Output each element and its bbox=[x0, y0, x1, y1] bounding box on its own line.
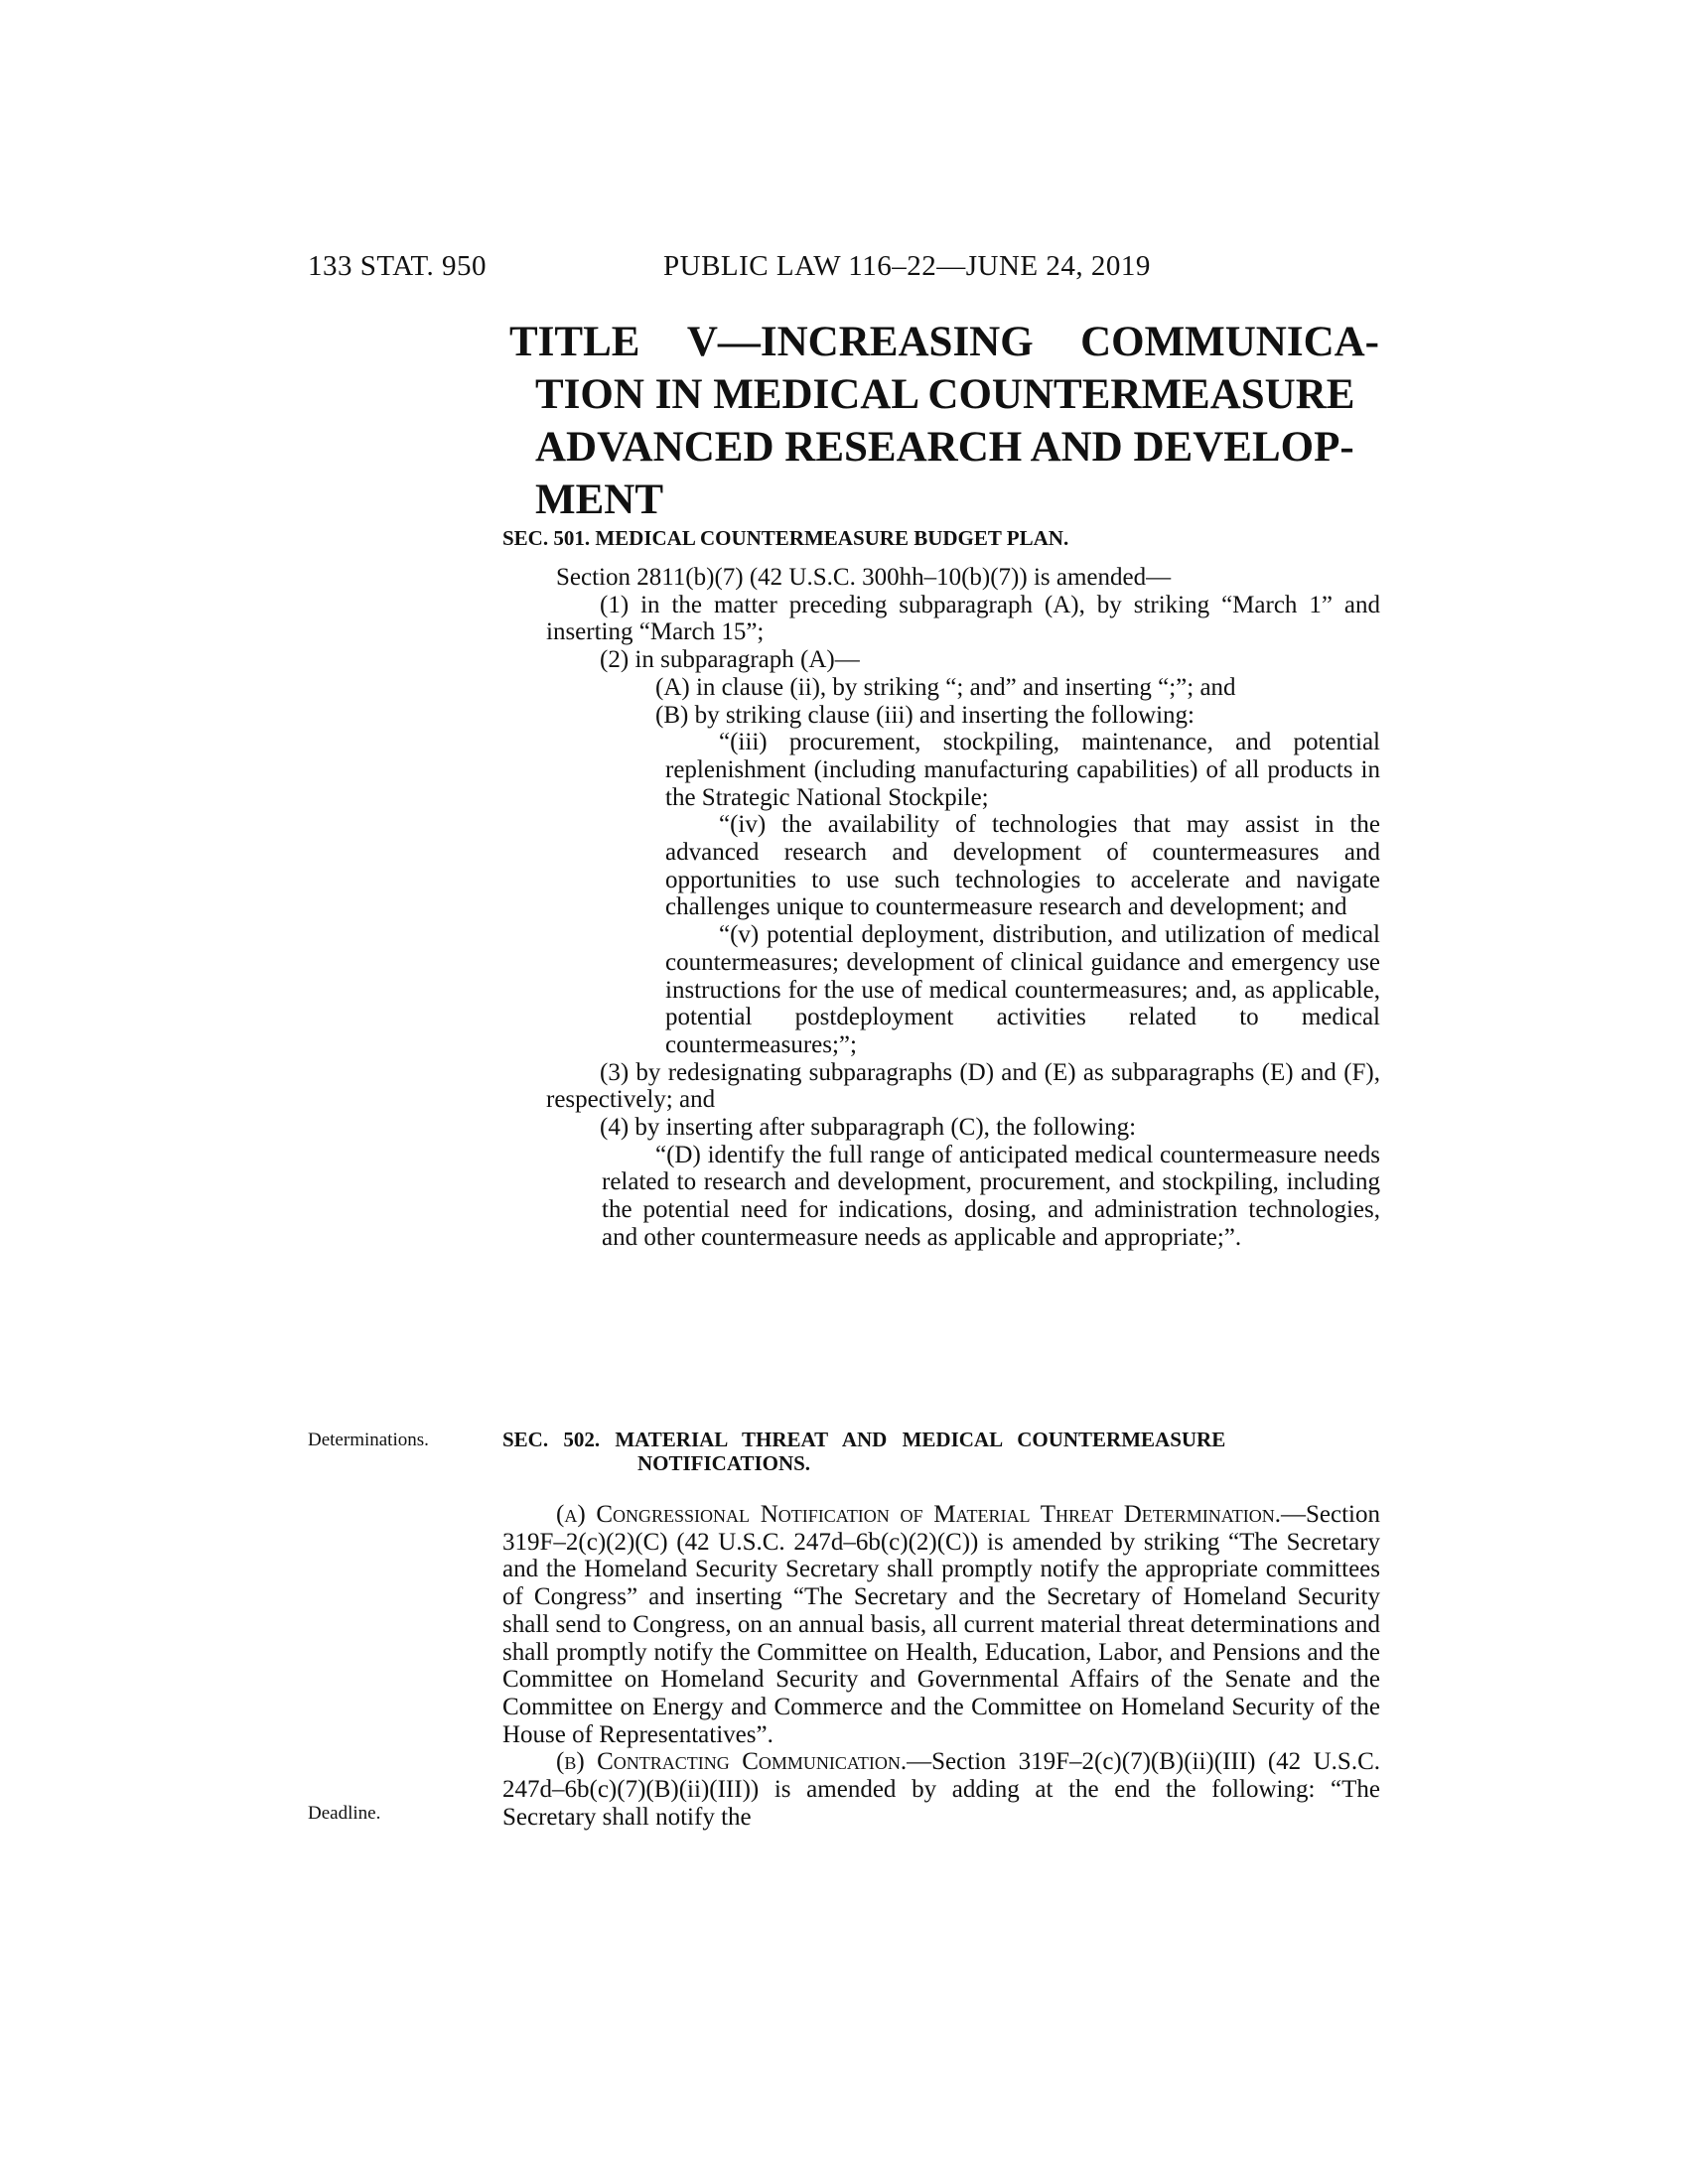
title-word: TITLE bbox=[509, 319, 640, 365]
subparagraph-2A: (A) in clause (ii), by striking “; and” and inserting “;”; and bbox=[655, 673, 1236, 701]
stat-page-number: 133 STAT. 950 bbox=[308, 250, 488, 282]
title-line-1 bbox=[509, 316, 1379, 368]
subsection-b bbox=[502, 1748, 1380, 1831]
title-word: V—INCREASING bbox=[686, 319, 1034, 365]
clause-iii: “(iii) procurement, stockpiling, maintenance, and potential replenishment (including manufacturing capabilities) of all products in the Strategic National Stockpile; bbox=[665, 729, 1380, 811]
sec-501-body bbox=[502, 564, 1380, 1252]
sec-502-heading-line-2: NOTIFICATIONS. bbox=[637, 1451, 811, 1475]
sec-501-heading: SEC. 501. MEDICAL COUNTERMEASURE BUDGET PLAN. bbox=[502, 526, 1069, 550]
subparagraph-D: “(D) identify the full range of anticipated medical countermeasure needs related to research and development, procurement, and stockpiling, including the potential need for indications, dosing, and administration technologies, and other countermeasure needs as applicable and appropriate;”. bbox=[602, 1141, 1380, 1251]
margin-note-deadline: Deadline. bbox=[308, 1803, 381, 1824]
clause-v: “(v) potential deployment, distribution, and utilization of medical countermeasures; development of clinical guidance and emergency use instructions for the use of medical countermeasures; and, as applicable, potential postdeployment activities related to medical countermeasures;”; bbox=[665, 921, 1380, 1058]
paragraph-2: (2) in subparagraph (A)— bbox=[600, 646, 860, 674]
subparagraph-2B: (B) by striking clause (iii) and inserting the following: bbox=[655, 701, 1195, 729]
subsection-b-text: —Section 319F–2(c)(7)(B)(ii)(III) (42 U.S.C. 247d–6b(c)(7)(B)(ii)(III)) is amended by adding at the end the following: “The Secretary shall notify the bbox=[502, 1748, 1380, 1831]
title-heading bbox=[509, 316, 1379, 526]
title-line-4: MENT bbox=[535, 477, 663, 523]
sec-501-intro: Section 2811(b)(7) (42 U.S.C. 300hh–10(b)(7)) is amended— bbox=[556, 564, 1172, 591]
margin-note-determinations: Determinations. bbox=[308, 1430, 429, 1450]
sec-502-heading-line-1 bbox=[502, 1428, 1380, 1451]
sec-502-heading bbox=[502, 1428, 1380, 1475]
paragraph-4: (4) by inserting after subparagraph (C), the following: bbox=[600, 1114, 1137, 1142]
title-word: COMMUNICA- bbox=[1080, 319, 1379, 365]
public-law-citation: PUBLIC LAW 116–22—JUNE 24, 2019 bbox=[663, 250, 1151, 282]
sec-502-body bbox=[502, 1501, 1380, 1831]
title-line-2: TION IN MEDICAL COUNTERMEASURE bbox=[535, 371, 1355, 418]
paragraph-3: (3) by redesignating subparagraphs (D) and (E) as subparagraphs (E) and (F), respectively; and bbox=[546, 1058, 1380, 1114]
subsection-b-caption: (b) Contracting Communication. bbox=[556, 1748, 908, 1776]
subsection-a-caption: (a) Congressional Notification of Material Threat Determination. bbox=[556, 1501, 1281, 1528]
subsection-a-text: —Section 319F–2(c)(2)(C) (42 U.S.C. 247d–6b(c)(2)(C)) is amended by striking “The Secretary and the Homeland Security Secretary shall promptly notify the appropriate committees of Congress” and inserting “The Secretary and the Secretary of Homeland Security shall send to Congress, on an annual basis, all current material threat determinations and shall promptly notify the Committee on Health, Education, Labor, and Pensions and the Committee on Homeland Security and Governmental Affairs of the Senate and the Committee on Energy and Commerce and the Committee on Homeland Security of the House of Representatives”. bbox=[502, 1501, 1380, 1748]
subsection-a bbox=[502, 1501, 1380, 1748]
title-line-3: ADVANCED RESEARCH AND DEVELOP- bbox=[535, 424, 1354, 471]
paragraph-1: (1) in the matter preceding subparagraph (A), by striking “March 1” and inserting “March 15”; bbox=[546, 591, 1380, 646]
clause-iv: “(iv) the availability of technologies that may assist in the advanced research and development of countermeasures and opportunities to use such technologies to accelerate and navigate challenges unique to countermeasure research and development; and bbox=[665, 811, 1380, 921]
sec-502-heading-text: SEC. 502. MATERIAL THREAT AND MEDICAL COUNTERMEASURE bbox=[502, 1428, 1226, 1451]
